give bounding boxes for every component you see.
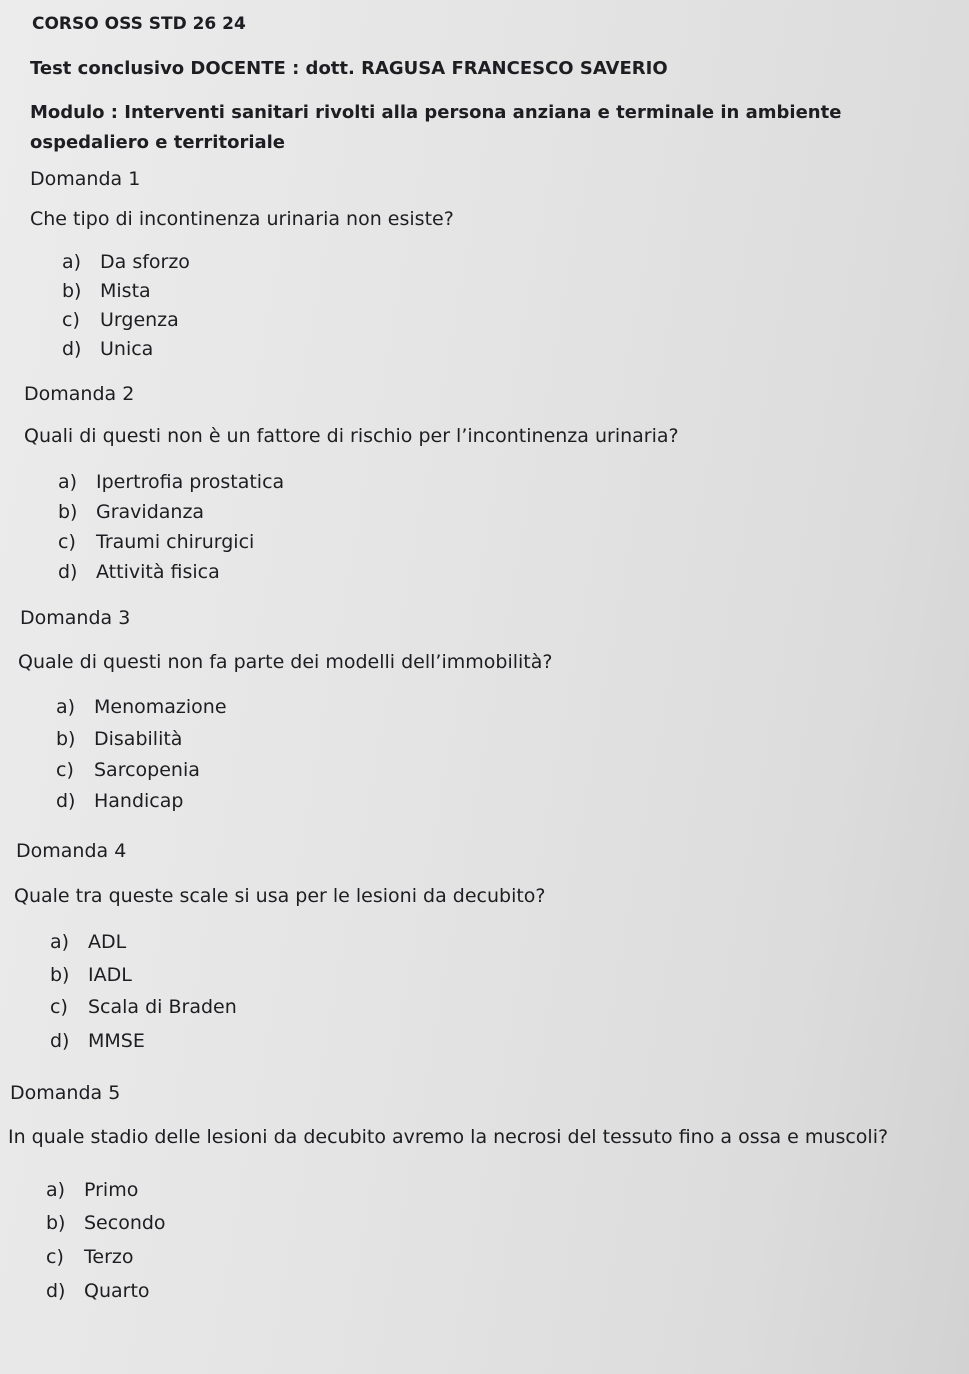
question-3-text: Quale di questi non fa parte dei modelli dell’immobilità?	[18, 651, 553, 673]
option-text: Disabilità	[94, 728, 183, 750]
question-4-option-b	[50, 964, 132, 986]
option-text: Quarto	[84, 1280, 150, 1302]
option-text: Attività fisica	[96, 561, 220, 583]
question-2-text: Quali di questi non è un fattore di rischio per l’incontinenza urinaria?	[24, 425, 679, 447]
option-text: Menomazione	[94, 696, 227, 718]
question-3-option-c	[56, 759, 200, 781]
question-5-title: Domanda 5	[10, 1082, 121, 1104]
course-title: CORSO OSS STD 26 24	[32, 14, 246, 34]
option-text: Scala di Braden	[88, 996, 237, 1018]
option-text: Ipertrofia prostatica	[96, 471, 285, 493]
teacher-line: Test conclusivo DOCENTE : dott. RAGUSA FRANCESCO SAVERIO	[30, 58, 668, 79]
question-3-option-d	[56, 790, 183, 812]
option-text: IADL	[88, 964, 132, 986]
question-1-text: Che tipo di incontinenza urinaria non esiste?	[30, 208, 454, 230]
option-text: Secondo	[84, 1212, 166, 1234]
option-letter: d)	[46, 1280, 66, 1302]
question-5-option-d	[46, 1280, 150, 1302]
question-4-option-d	[50, 1030, 145, 1052]
option-text: Primo	[84, 1179, 139, 1201]
option-letter: a)	[46, 1179, 66, 1201]
question-1-option-a	[62, 251, 190, 273]
question-1-title: Domanda 1	[30, 168, 141, 190]
option-letter: c)	[46, 1246, 64, 1268]
option-text: Urgenza	[100, 309, 179, 331]
option-letter: a)	[62, 251, 82, 273]
option-letter: b)	[50, 964, 70, 986]
question-4-text: Quale tra queste scale si usa per le lesioni da decubito?	[14, 885, 546, 907]
question-3-title: Domanda 3	[20, 607, 131, 629]
question-2-option-c	[58, 531, 254, 553]
option-letter: d)	[56, 790, 76, 812]
option-letter: b)	[46, 1212, 66, 1234]
option-text: Terzo	[84, 1246, 134, 1268]
question-1-option-b	[62, 280, 151, 302]
option-letter: c)	[56, 759, 74, 781]
option-letter: a)	[58, 471, 78, 493]
question-2-title: Domanda 2	[24, 383, 135, 405]
option-letter: a)	[56, 696, 76, 718]
option-text: Handicap	[94, 790, 184, 812]
option-letter: b)	[58, 501, 78, 523]
question-5-text: In quale stadio delle lesioni da decubito avremo la necrosi del tessuto fino a ossa e muscoli?	[8, 1126, 889, 1148]
question-4-title: Domanda 4	[16, 840, 127, 862]
question-4-option-a	[50, 931, 126, 953]
option-letter: d)	[50, 1030, 70, 1052]
module-line: Modulo : Interventi sanitari rivolti alla persona anziana e terminale in ambiente ospedaliero e territoriale	[30, 102, 842, 153]
option-letter: c)	[62, 309, 80, 331]
question-5-option-a	[46, 1179, 138, 1201]
question-3-option-b	[56, 728, 182, 750]
question-2-option-a	[58, 471, 284, 493]
option-text: MMSE	[88, 1030, 145, 1052]
option-letter: d)	[62, 338, 82, 360]
option-text: Traumi chirurgici	[96, 531, 255, 553]
option-letter: b)	[56, 728, 76, 750]
question-1-option-d	[62, 338, 153, 360]
question-2-option-d	[58, 561, 220, 583]
option-text: Sarcopenia	[94, 759, 200, 781]
option-letter: a)	[50, 931, 70, 953]
question-3-option-a	[56, 696, 227, 718]
option-letter: c)	[58, 531, 76, 553]
option-letter: b)	[62, 280, 82, 302]
question-1-option-c	[62, 309, 179, 331]
question-2-option-b	[58, 501, 204, 523]
option-text: Unica	[100, 338, 154, 360]
option-letter: d)	[58, 561, 78, 583]
option-text: Mista	[100, 280, 151, 302]
question-5-option-b	[46, 1212, 166, 1234]
question-5-option-c	[46, 1246, 133, 1268]
option-text: Gravidanza	[96, 501, 205, 523]
option-letter: c)	[50, 996, 68, 1018]
option-text: ADL	[88, 931, 127, 953]
question-4-option-c	[50, 996, 237, 1018]
option-text: Da sforzo	[100, 251, 190, 273]
